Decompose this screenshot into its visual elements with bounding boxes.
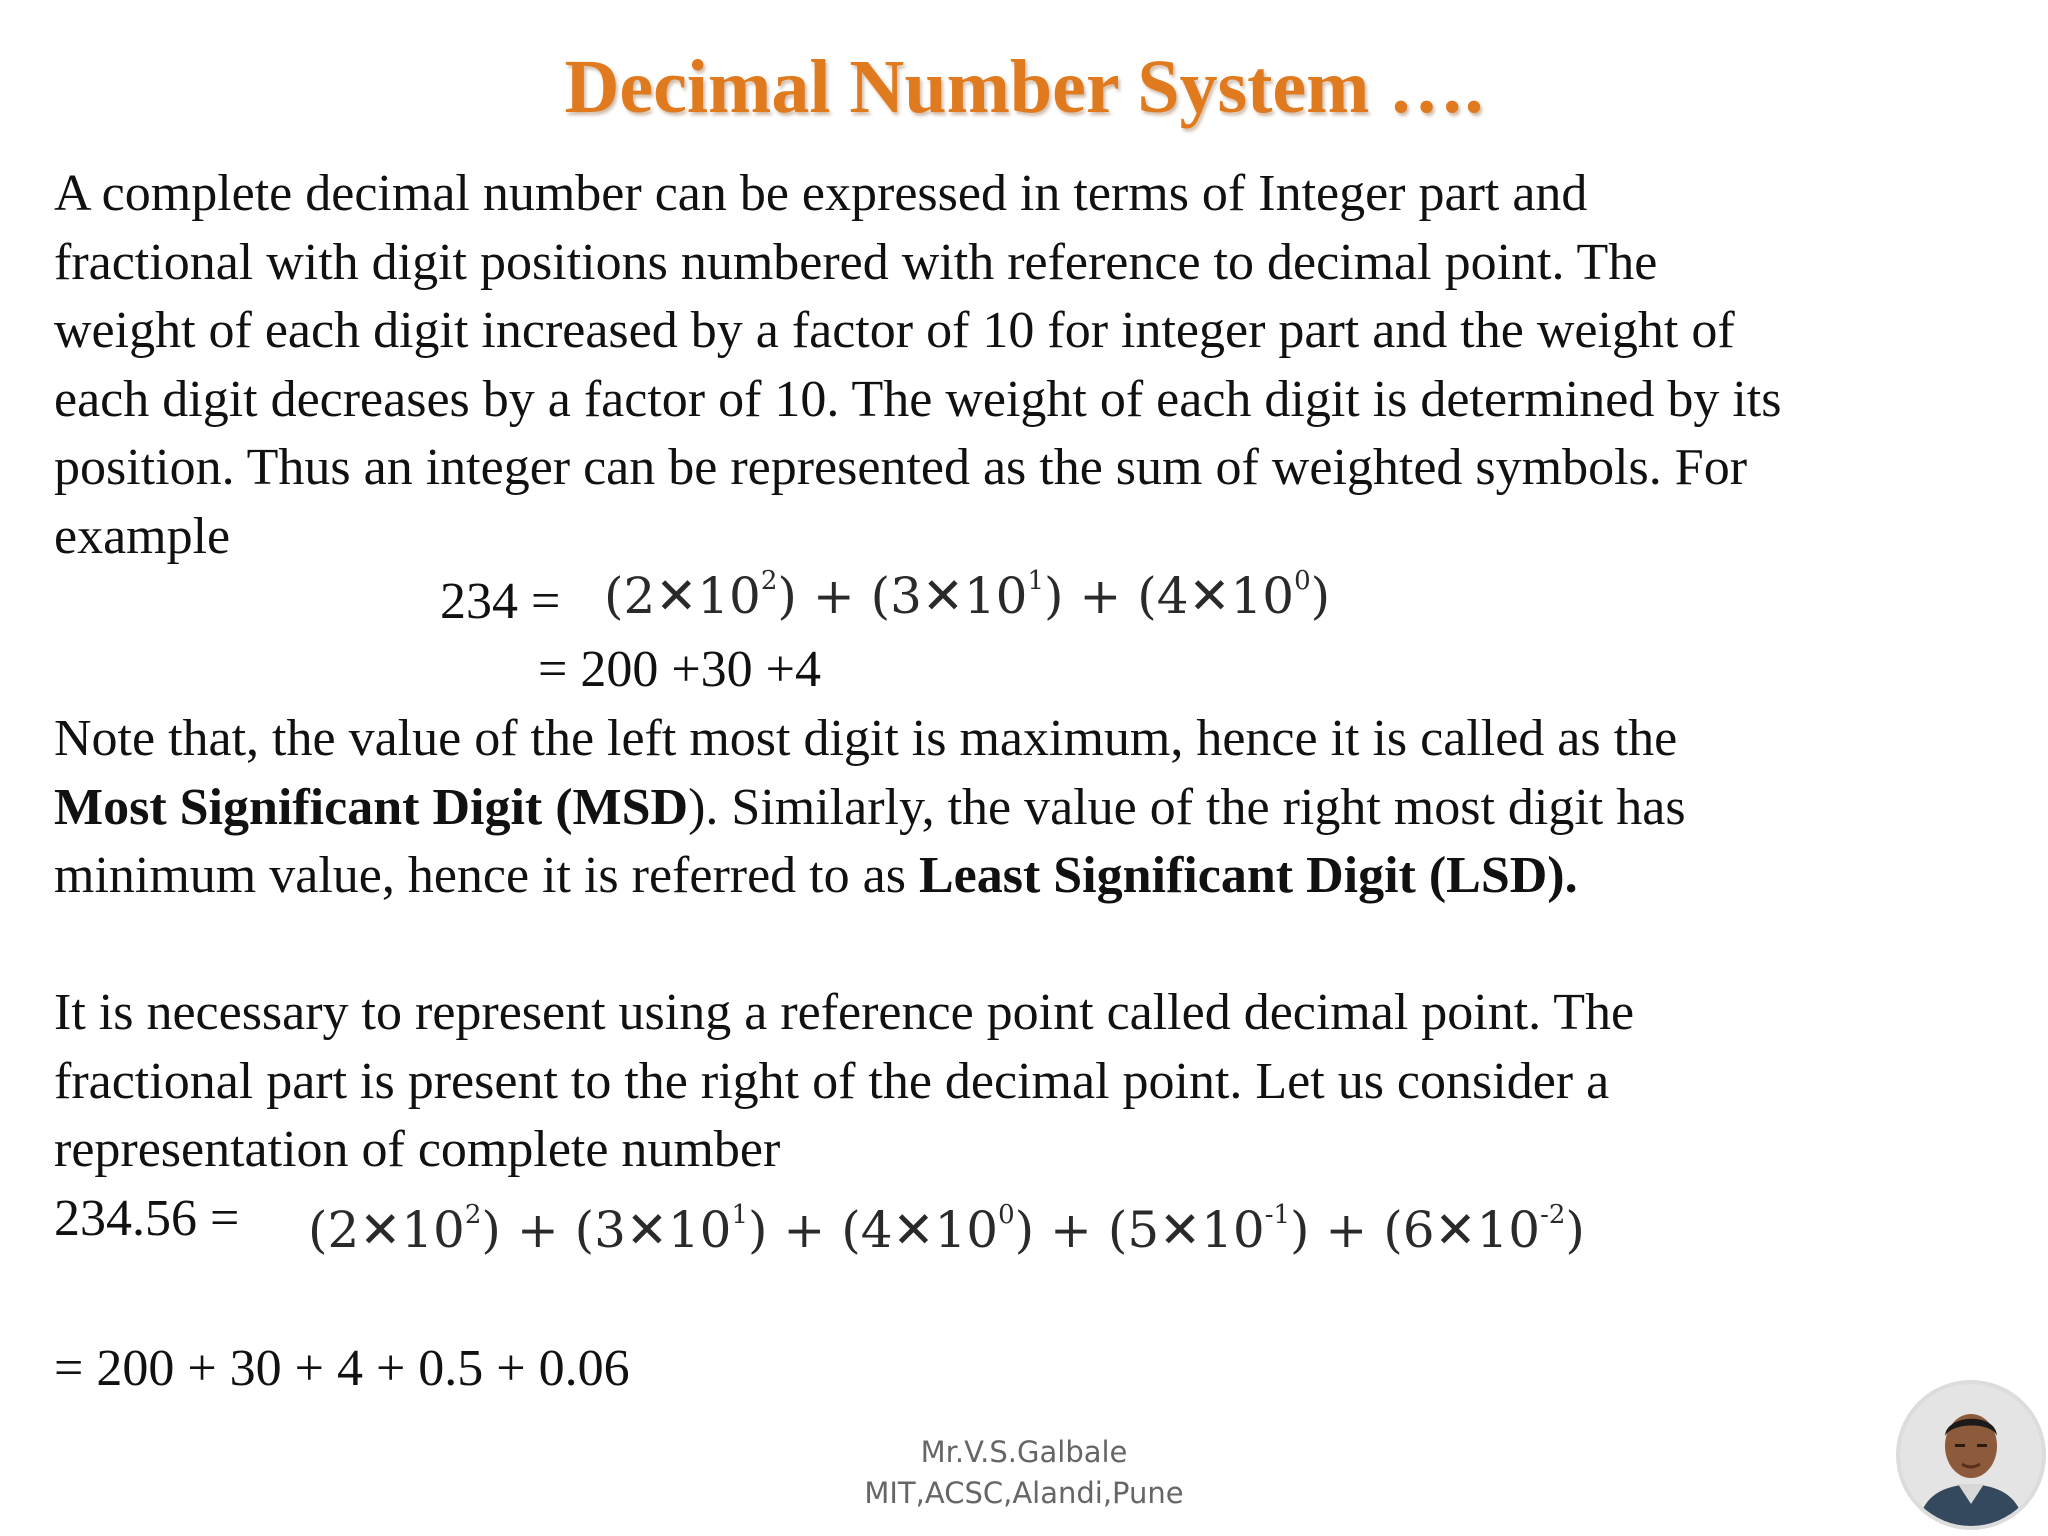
exponent: 2: [464, 1200, 482, 1230]
significance-line: minimum value, hence it is referred to as Least Significant Digit (LSD).: [54, 847, 1578, 904]
presenter-avatar-icon: [1900, 1384, 2042, 1526]
multiply-icon: ✕: [892, 1201, 935, 1259]
plus-sign: +: [767, 1201, 842, 1259]
intro-paragraph: [54, 160, 2014, 571]
presenter-avatar: [1896, 1380, 2046, 1530]
example2-expansion-formula: [308, 1196, 1585, 1264]
weighted-term: $(2✕10^2)$: [604, 566, 797, 625]
footer-institution: MIT,ACSC,Alandi,Pune: [864, 1476, 1184, 1510]
significance-line: Note that, the value of the left most digit is maximum, hence it is called as the: [54, 710, 1678, 767]
plus-sign: +: [796, 567, 871, 625]
weighted-term: $(4✕10^0)$: [841, 1200, 1035, 1259]
plus-sign: +: [500, 1201, 575, 1259]
intro-line: fractional with digit positions numbered with reference to decimal point. The: [54, 233, 1658, 291]
multiply-icon: ✕: [921, 567, 964, 625]
example1-lhs: 234 =: [440, 573, 561, 630]
weighted-term: $(3✕10^1)$: [870, 566, 1064, 625]
intro-line: example: [54, 507, 231, 565]
significance-line: Most Significant Digit (MSD). Similarly, the value of the right most digit has: [54, 778, 1686, 836]
multiply-icon: ✕: [1434, 1201, 1477, 1259]
intro-line: each digit decreases by a factor of 10. The weight of each digit is determined by its: [54, 370, 1782, 428]
example2-lhs: 234.56 =: [54, 1190, 240, 1247]
exponent: 1: [1027, 566, 1045, 596]
example1-result: = 200 +30 +4: [538, 641, 821, 698]
fraction-line: fractional part is present to the right of the decimal point. Let us consider a: [54, 1052, 1610, 1110]
plus-sign: +: [1063, 567, 1138, 625]
weighted-term: $(5✕10^{-1})$: [1107, 1200, 1310, 1259]
plus-sign: +: [1309, 1201, 1384, 1259]
exponent: 0: [1294, 566, 1311, 596]
fraction-line: representation of complete number: [54, 1121, 781, 1178]
weighted-term: $(6✕10^{-2})$: [1383, 1200, 1585, 1259]
example1-expansion-formula: [604, 562, 1330, 630]
slide-title: Decimal Number System ….: [564, 45, 1484, 129]
intro-line: A complete decimal number can be expressed in terms of Integer part and: [54, 165, 1588, 222]
exponent: -1: [1264, 1200, 1291, 1230]
fraction-line: It is necessary to represent using a reference point called decimal point. The: [54, 984, 1635, 1041]
example2-result: = 200 + 30 + 4 + 0.5 + 0.06: [54, 1340, 630, 1397]
weighted-term: $(4✕10^0)$: [1137, 566, 1331, 625]
multiply-icon: ✕: [1159, 1201, 1202, 1259]
exponent: 1: [731, 1200, 749, 1230]
intro-line: position. Thus an integer can be represented as the sum of weighted symbols. For: [54, 439, 1748, 496]
exponent: 2: [760, 566, 778, 596]
lsd-term: Least Significant Digit (LSD).: [918, 847, 1578, 904]
weighted-term: $(2✕10^2)$: [308, 1200, 501, 1259]
msd-term: Most Significant Digit (MSD: [54, 778, 689, 836]
multiply-icon: ✕: [1188, 567, 1231, 625]
significance-paragraph: [54, 705, 2014, 911]
exponent: 0: [998, 1200, 1015, 1230]
intro-line: weight of each digit increased by a factor of 10 for integer part and the weight of: [54, 302, 1735, 359]
footer-author: Mr.V.S.Galbale: [920, 1435, 1128, 1469]
multiply-icon: ✕: [359, 1201, 402, 1259]
exponent: -2: [1540, 1200, 1566, 1230]
multiply-icon: ✕: [625, 1201, 668, 1259]
multiply-icon: ✕: [655, 567, 698, 625]
plus-sign: +: [1034, 1201, 1108, 1259]
weighted-term: $(3✕10^1)$: [574, 1200, 768, 1259]
fraction-paragraph: [54, 979, 2014, 1185]
